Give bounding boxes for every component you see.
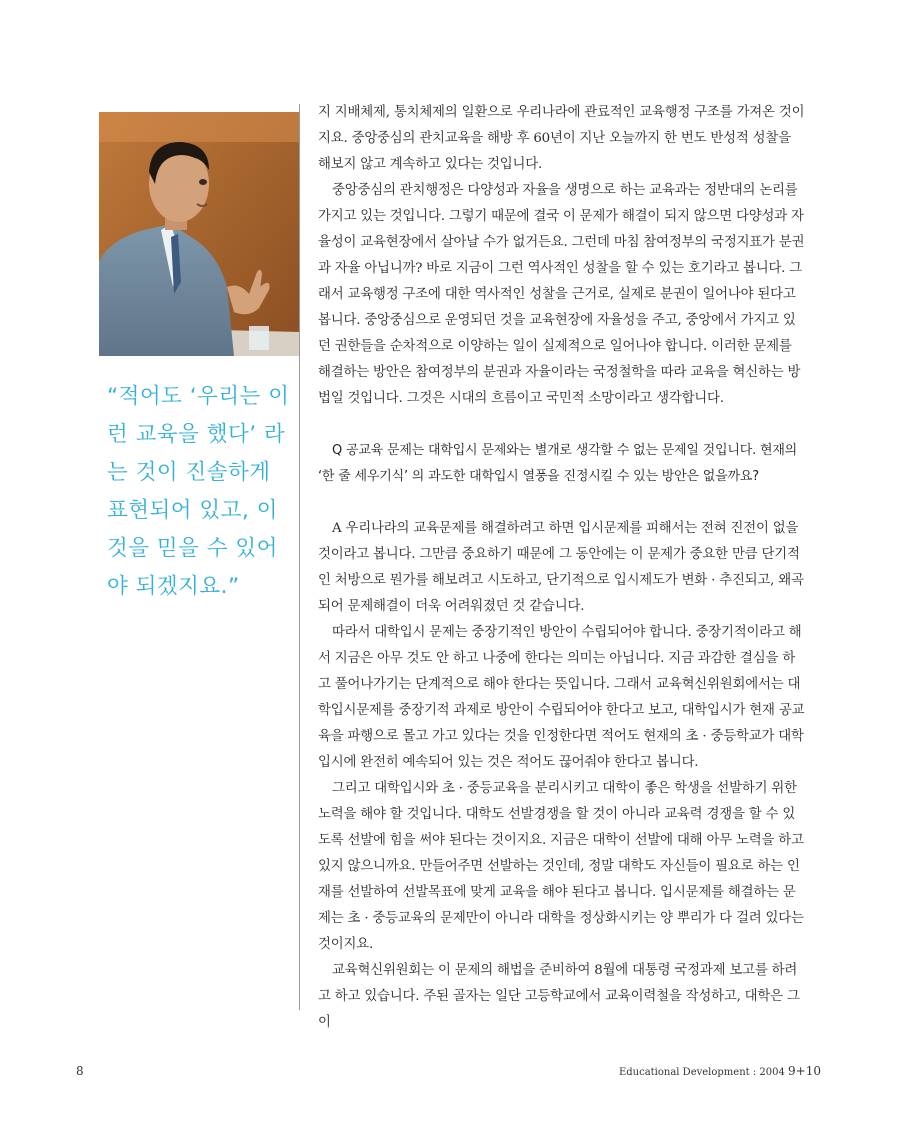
interview-photo: [99, 112, 300, 356]
interview-question: Q 공교육 문제는 대학입시 문제와는 별개로 생각할 수 없는 문제일 것입니다. 현재의 ‘한 줄 세우기식’ 의 과도한 대학입시 열풍을 진정시킬 수 있는 방안은 없을까요?: [318, 443, 798, 484]
body-paragraph: 중앙중심의 관치행정은 다양성과 자율을 생명으로 하는 교육과는 정반대의 논리를 가지고 있는 것입니다. 그렇기 때문에 결국 이 문제가 해결이 되지 않으면 다양성과 자율성이 교육현장에서 살아날 수가 없거든요. 그런데 마침 참여정부의 국정지표가 분권과 자율 아닙니까? 바로 지금이 그런 역사적인 성찰을 할 수 있는 호기라고 봅니다. 그래서 교육행정 구조에 대한 역사적인 성찰을 근거로, 실제로 분권이 일어나야 된다고 봅니다. 중앙중심으로 운영되던 것을 교육현장에 자율성을 주고, 중앙에서 가지고 있던 권한들을 순차적으로 이양하는 일이 실제적으로 일어나야 합니다. 이러한 문제를 해결하는 방안은 참여정부의 분권과 자율이라는 국정철학을 따라 교육을 혁신하는 방법일 것입니다. 그것은 시대의 흐름이고 국민적 소망이라고 생각합니다.: [318, 183, 805, 406]
column-divider: [299, 104, 300, 1010]
body-paragraph: 그리고 대학입시와 초 · 중등교육을 분리시키고 대학이 좋은 학생을 선발하기 위한 노력을 해야 할 것입니다. 대학도 선발경쟁을 할 것이 아니라 교육력 경쟁을 할 수 있도록 선발에 힘을 써야 된다는 것이지요. 지금은 대학이 선발에 대해 아무 노력을 하고 있지 않으니까요. 만들어주면 선발하는 것인데, 정말 대학도 자신들이 필요로 하는 인재를 선발하여 선발목표에 맞게 교육을 해야 된다고 봅니다. 입시문제를 해결하는 문제는 초 · 중등교육의 문제만이 아니라 대학을 정상화시키는 양 뿌리가 다 걸려 있다는 것이지요.: [318, 781, 804, 952]
article-body: [318, 100, 806, 1036]
pull-quote: “적어도 ‘우리는 이런 교육을 했다’ 라는 것이 진솔하게 표현되어 있고, 이것을 믿을 수 있어야 되겠지요.”: [107, 384, 290, 599]
interviewee-image: [99, 112, 300, 356]
issue-number: 9+10: [788, 1064, 821, 1078]
running-title: Educational Development : 2004: [618, 1067, 785, 1078]
running-footer: [619, 1064, 821, 1078]
body-paragraph: 지 지배체제, 통치체제의 일환으로 우리나라에 관료적인 교육행정 구조를 가져온 것이지요. 중앙중심의 관치교육을 해방 후 60년이 지난 오늘까지 한 번도 반성적 성찰을 해보지 않고 계속하고 있다는 것입니다.: [318, 105, 805, 172]
body-paragraph: 교육혁신위원회는 이 문제의 해법을 준비하여 8월에 대통령 국정과제 보고를 하려고 하고 있습니다. 주된 골자는 일단 고등학교에서 교육이력철을 작성하고, 대학은 그 이: [318, 963, 800, 1030]
page-number: 8: [76, 1064, 84, 1078]
body-paragraph: 따라서 대학입시 문제는 중장기적인 방안이 수립되어야 합니다. 중장기적이라고 해서 지금은 아무 것도 안 하고 나중에 한다는 의미는 아닙니다. 지금 과감한 결심을 하고 풀어나가기는 단계적으로 해야 한다는 뜻입니다. 그래서 교육혁신위원회에서는 대학입시문제를 중장기적 과제로 방안이 수립되어야 한다고 보고, 대학입시가 현재 공교육을 파행으로 몰고 가고 있다는 것을 인정한다면 적어도 현재의 초 · 중등학교가 대학입시에 완전히 예속되어 있는 것은 적어도 끊어줘야 한다고 봅니다.: [318, 625, 805, 770]
interview-answer: A 우리나라의 교육문제를 해결하려고 하면 입시문제를 피해서는 전혀 진전이 없을 것이라고 봅니다. 그만큼 중요하기 때문에 그 동안에는 이 문제가 중요한 만큼 단기적인 처방으로 뭔가를 해보려고 시도하고, 단기적으로 입시제도가 변화 · 추진되고, 왜곡되어 문제해결이 더욱 어려워졌던 것 같습니다.: [318, 521, 804, 614]
